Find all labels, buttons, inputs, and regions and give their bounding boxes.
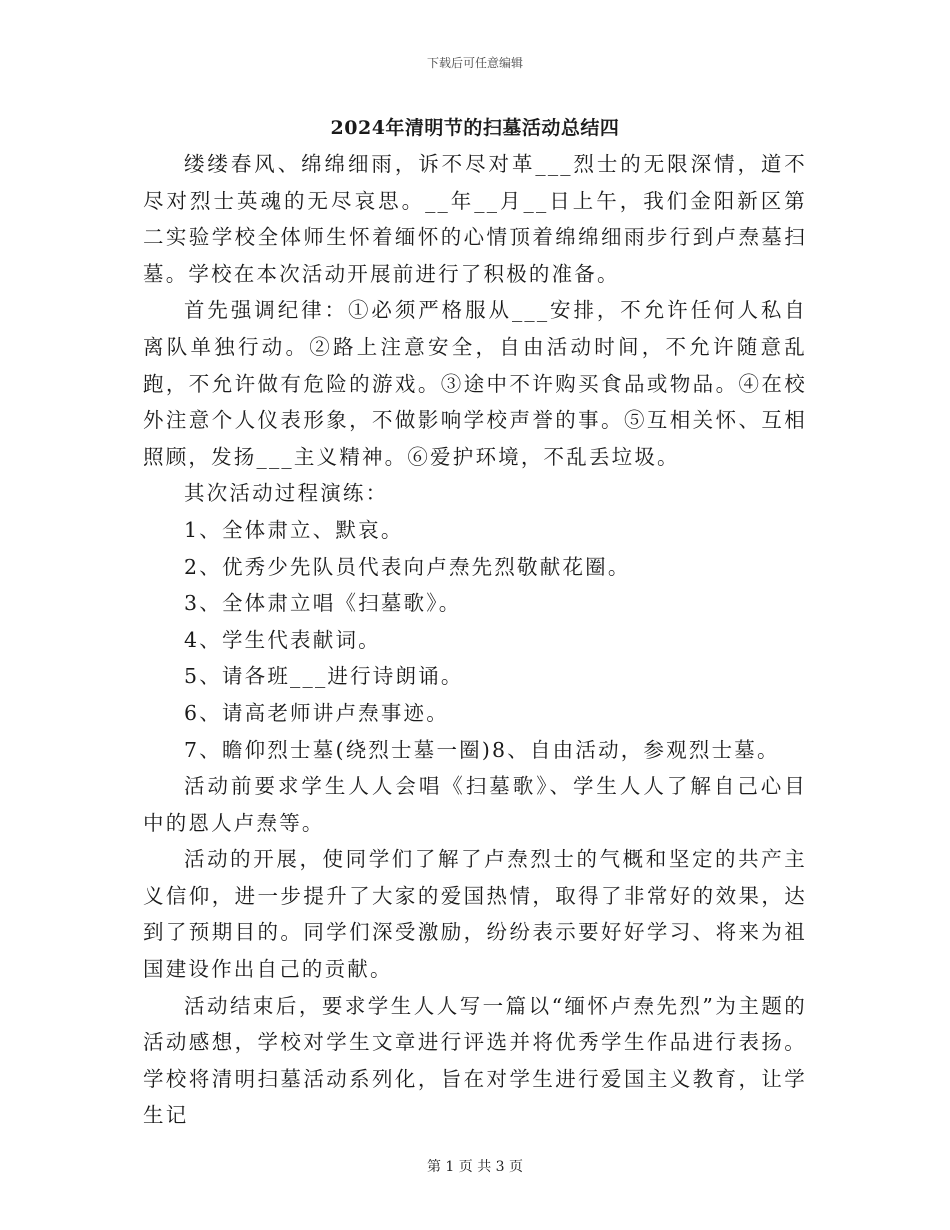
document-body	[143, 146, 807, 1134]
list-item-step-7-8: 7、瞻仰烈士墓(绕烈士墓一圈)8、自由活动，参观烈士墓。	[184, 737, 780, 762]
paragraph-intro: 缕缕春风、绵绵细雨，诉不尽对革___烈士的无限深情，道不尽对烈士英魂的无尽哀思。__年__月__日上午，我们金阳新区第二实验学校全体师生怀着缅怀的心情顶着绵绵细雨步行到卢焘墓扫墓。学校在本次活动开展前进行了积极的准备。	[143, 152, 807, 286]
page-header-note: 下载后可任意编辑	[426, 56, 523, 70]
list-item-step-6: 6、请高老师讲卢焘事迹。	[184, 700, 449, 725]
list-item-step-5: 5、请各班___进行诗朗诵。	[184, 664, 464, 689]
paragraph-outcome: 活动的开展，使同学们了解了卢焘烈士的气概和坚定的共产主义信仰，进一步提升了大家的爱国热情，取得了非常好的效果，达到了预期目的。同学们深受激励，纷纷表示要好好学习、将来为祖国建设作出自己的贡献。	[143, 847, 807, 982]
document-title: 2024年清明节的扫墓活动总结四	[330, 117, 620, 139]
list-item-step-3: 3、全体肃立唱《扫墓歌》。	[184, 591, 462, 616]
list-item-step-1: 1、全体肃立、默哀。	[184, 517, 404, 542]
list-item-step-4: 4、学生代表献词。	[184, 627, 381, 652]
paragraph-preparation: 活动前要求学生人人会唱《扫墓歌》、学生人人了解自己心目中的恩人卢焘等。	[143, 774, 807, 835]
page-number-footer: 第 1 页 共 3 页	[426, 1159, 524, 1175]
list-item-step-2: 2、优秀少先队员代表向卢焘先烈敬献花圈。	[184, 554, 631, 579]
paragraph-followup: 活动结束后，要求学生人人写一篇以“缅怀卢焘先烈”为主题的活动感想，学校对学生文章进行评选并将优秀学生作品进行表扬。学校将清明扫墓活动系列化，旨在对学生进行爱国主义教育，让学生记	[143, 993, 807, 1128]
paragraph-rehearsal-heading: 其次活动过程演练：	[184, 481, 389, 506]
paragraph-discipline: 首先强调纪律：①必须严格服从___安排，不允许任何人私自离队单独行动。②路上注意安全，自由活动时间，不允许随意乱跑，不允许做有危险的游戏。③途中不许购买食品或物品。④在校外注意个人仪表形象，不做影响学校声誉的事。⑤互相关怀、互相照顾，发扬___主义精神。⑥爱护环境，不乱丢垃圾。	[143, 298, 807, 469]
